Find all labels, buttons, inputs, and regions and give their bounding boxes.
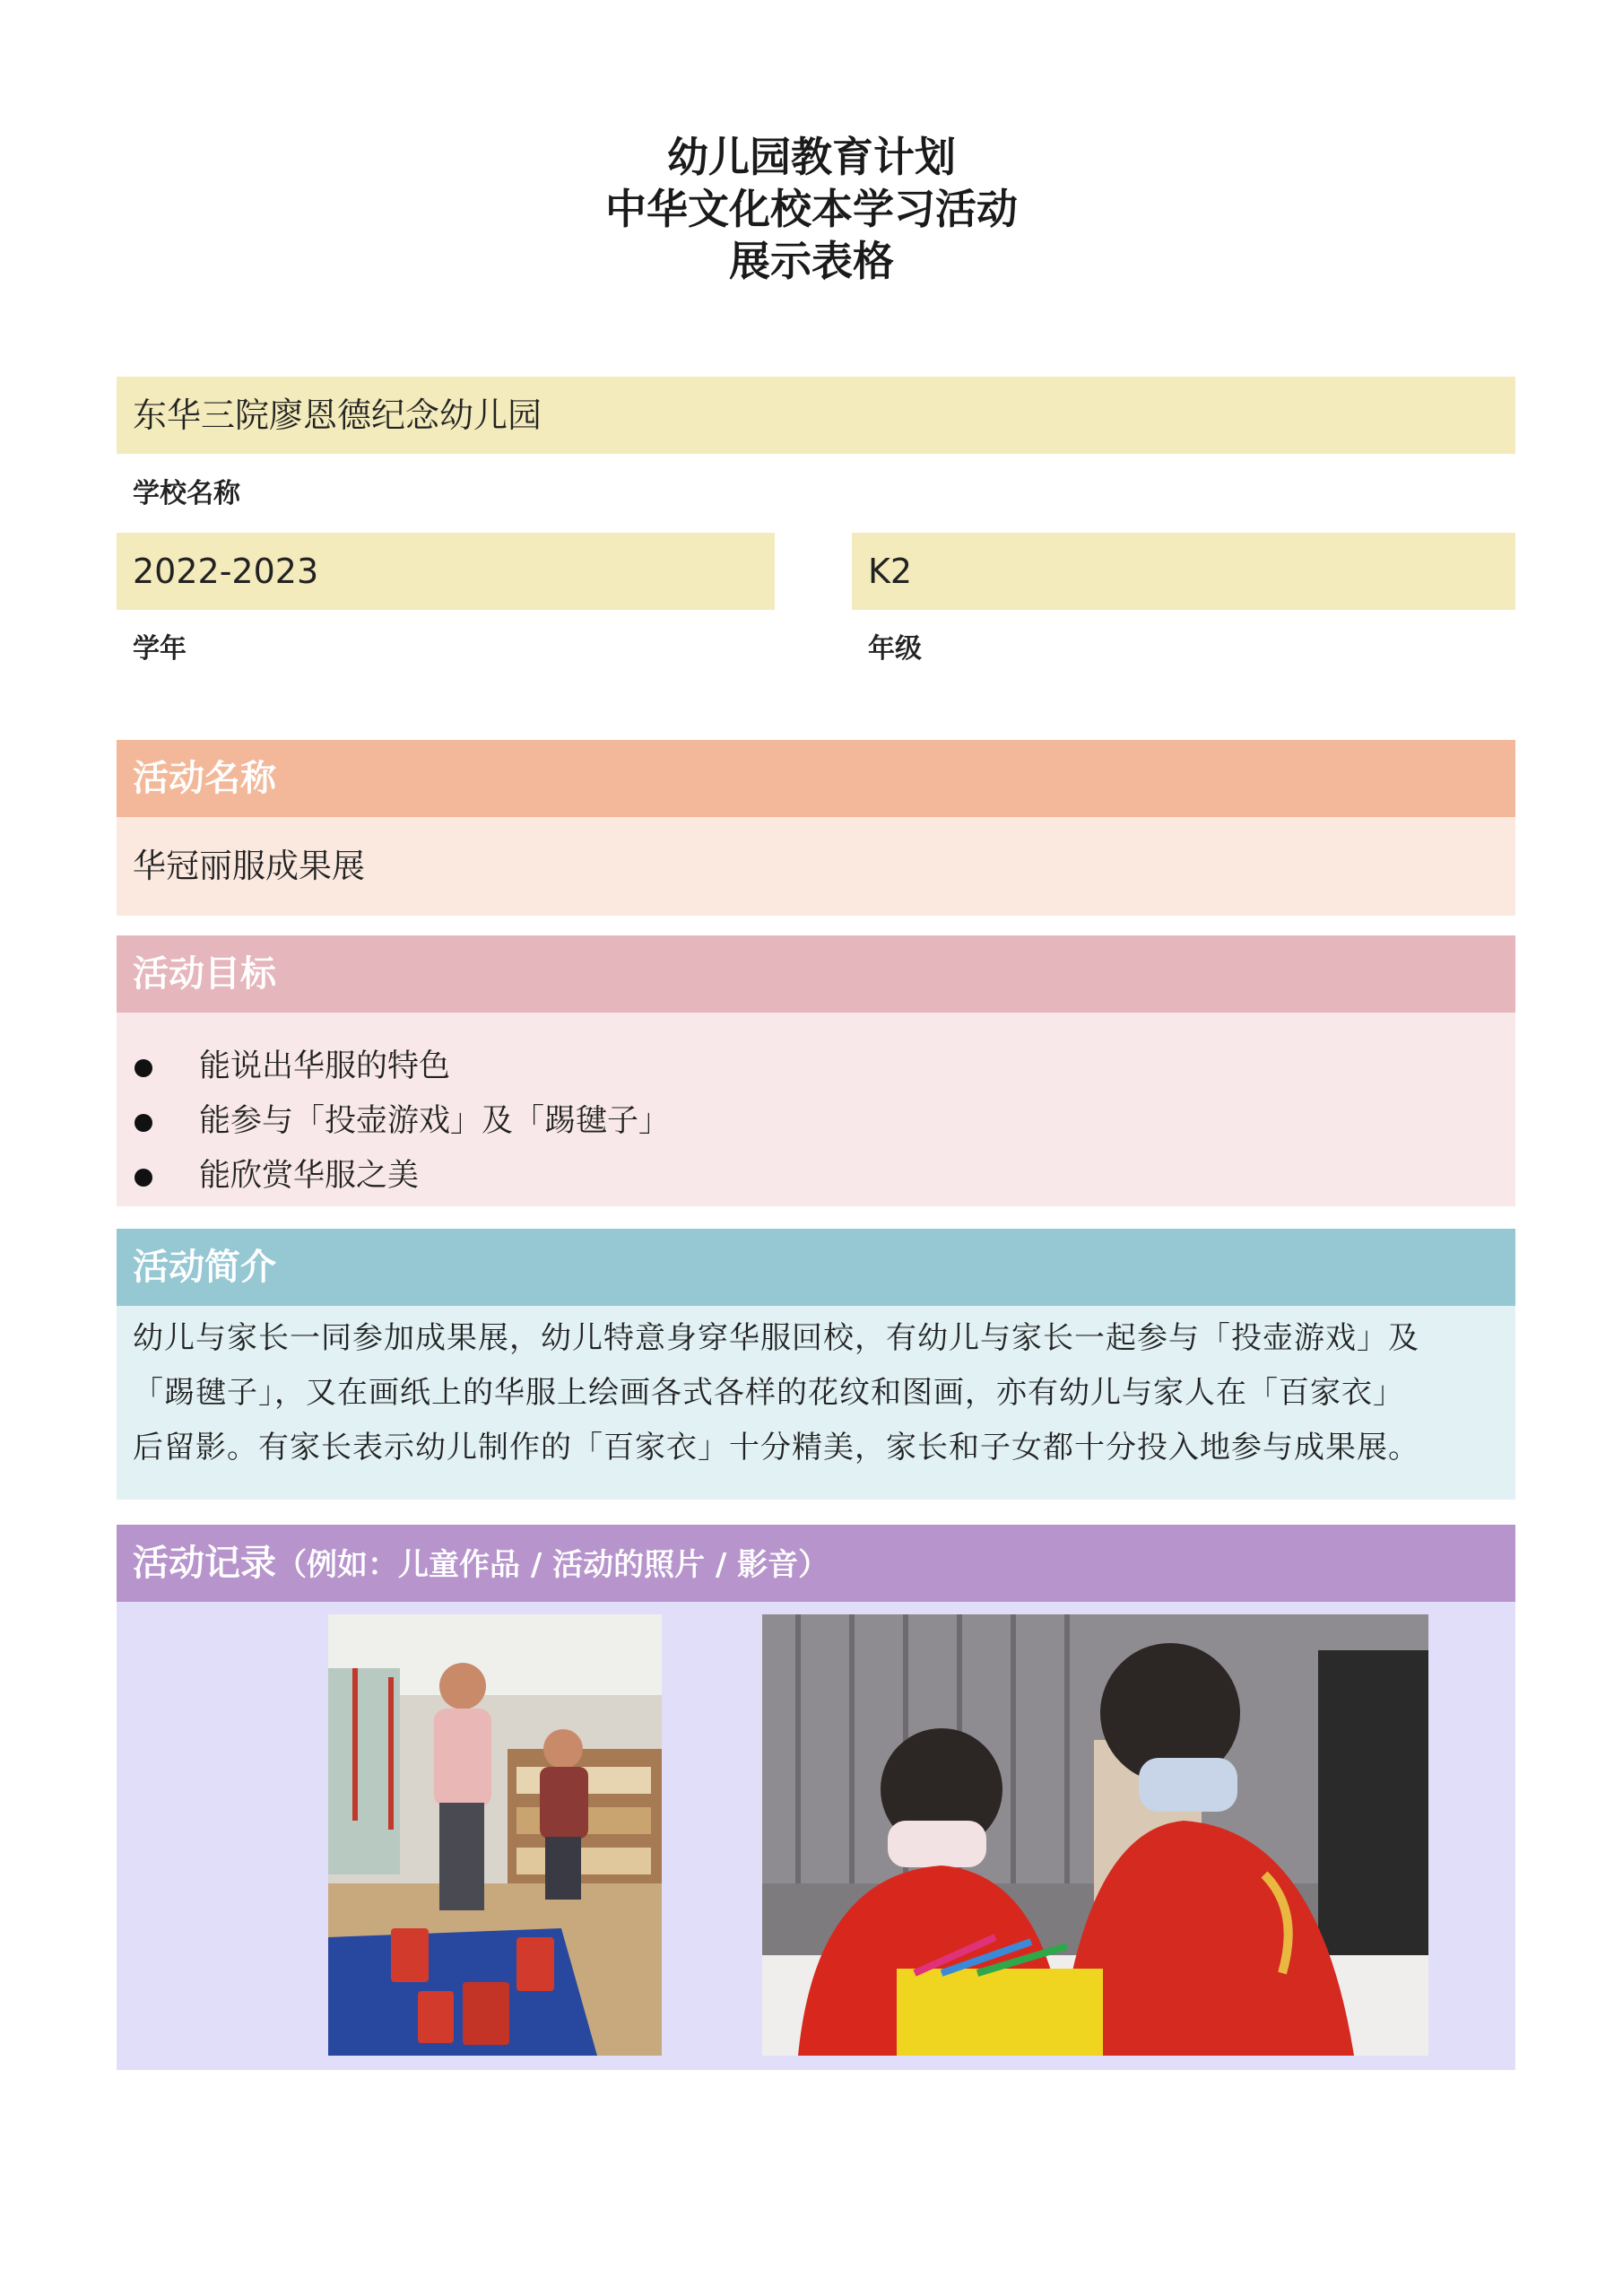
- record-heading: [117, 1525, 1515, 1602]
- list-item: [117, 1149, 1515, 1204]
- page-title-line-3: 展示表格: [729, 237, 894, 285]
- bullet-icon: [135, 1169, 152, 1187]
- intro-paragraph: [117, 1306, 1515, 1475]
- activity-name-value: 华冠丽服成果展: [133, 847, 365, 885]
- bullet-icon: [135, 1114, 152, 1132]
- grade-label: 年级: [868, 633, 922, 665]
- school-year-field: 2022-2023: [117, 533, 775, 610]
- activity-photo-pot-throwing: [328, 1614, 662, 2056]
- intro-line: 后留影。有家长表示幼儿制作的「百家衣」十分精美，家长和子女都十分投入地参与成果展。: [133, 1430, 1419, 1465]
- objectives-heading: 活动目标: [117, 935, 1515, 1013]
- activity-photo-drawing: [762, 1614, 1428, 2056]
- school-name-label: 学校名称: [133, 478, 240, 509]
- grade-field: K2: [852, 533, 1515, 610]
- intro-body: [117, 1306, 1515, 1500]
- list-item: [117, 1094, 1515, 1149]
- objective-text: 能参与「投壶游戏」及「踢毽子」: [199, 1103, 671, 1139]
- pot-throwing-illustration: [328, 1614, 662, 2056]
- objective-text: 能欣赏华服之美: [199, 1158, 420, 1194]
- activity-name-body: [117, 817, 1515, 916]
- record-heading-note: （例如：儿童作品 / 活动的照片 / 影音）: [276, 1547, 829, 1583]
- objectives-list: [117, 1013, 1515, 1204]
- objective-text: 能说出华服的特色: [199, 1048, 451, 1084]
- bullet-icon: [135, 1059, 152, 1077]
- intro-heading: 活动简介: [117, 1229, 1515, 1306]
- intro-line: 「踢毽子」，又在画纸上的华服上绘画各式各样的花纹和图画，亦有幼儿与家人在「百家衣」: [133, 1375, 1404, 1411]
- list-item: [117, 1039, 1515, 1094]
- record-heading-title: 活动记录: [133, 1543, 276, 1584]
- page-title-line-1: 幼儿园教育计划: [667, 133, 956, 181]
- school-name-field: 东华三院廖恩德纪念幼儿园: [117, 377, 1515, 454]
- objectives-body: [117, 1013, 1515, 1206]
- school-year-label: 学年: [133, 633, 187, 665]
- drawing-illustration: [762, 1614, 1428, 2056]
- intro-line: 幼儿与家长一同参加成果展，幼儿特意身穿华服回校，有幼儿与家长一起参与「投壶游戏」及: [133, 1320, 1419, 1356]
- activity-name-heading: 活动名称: [117, 740, 1515, 817]
- page-title-line-2: 中华文化校本学习活动: [605, 185, 1018, 233]
